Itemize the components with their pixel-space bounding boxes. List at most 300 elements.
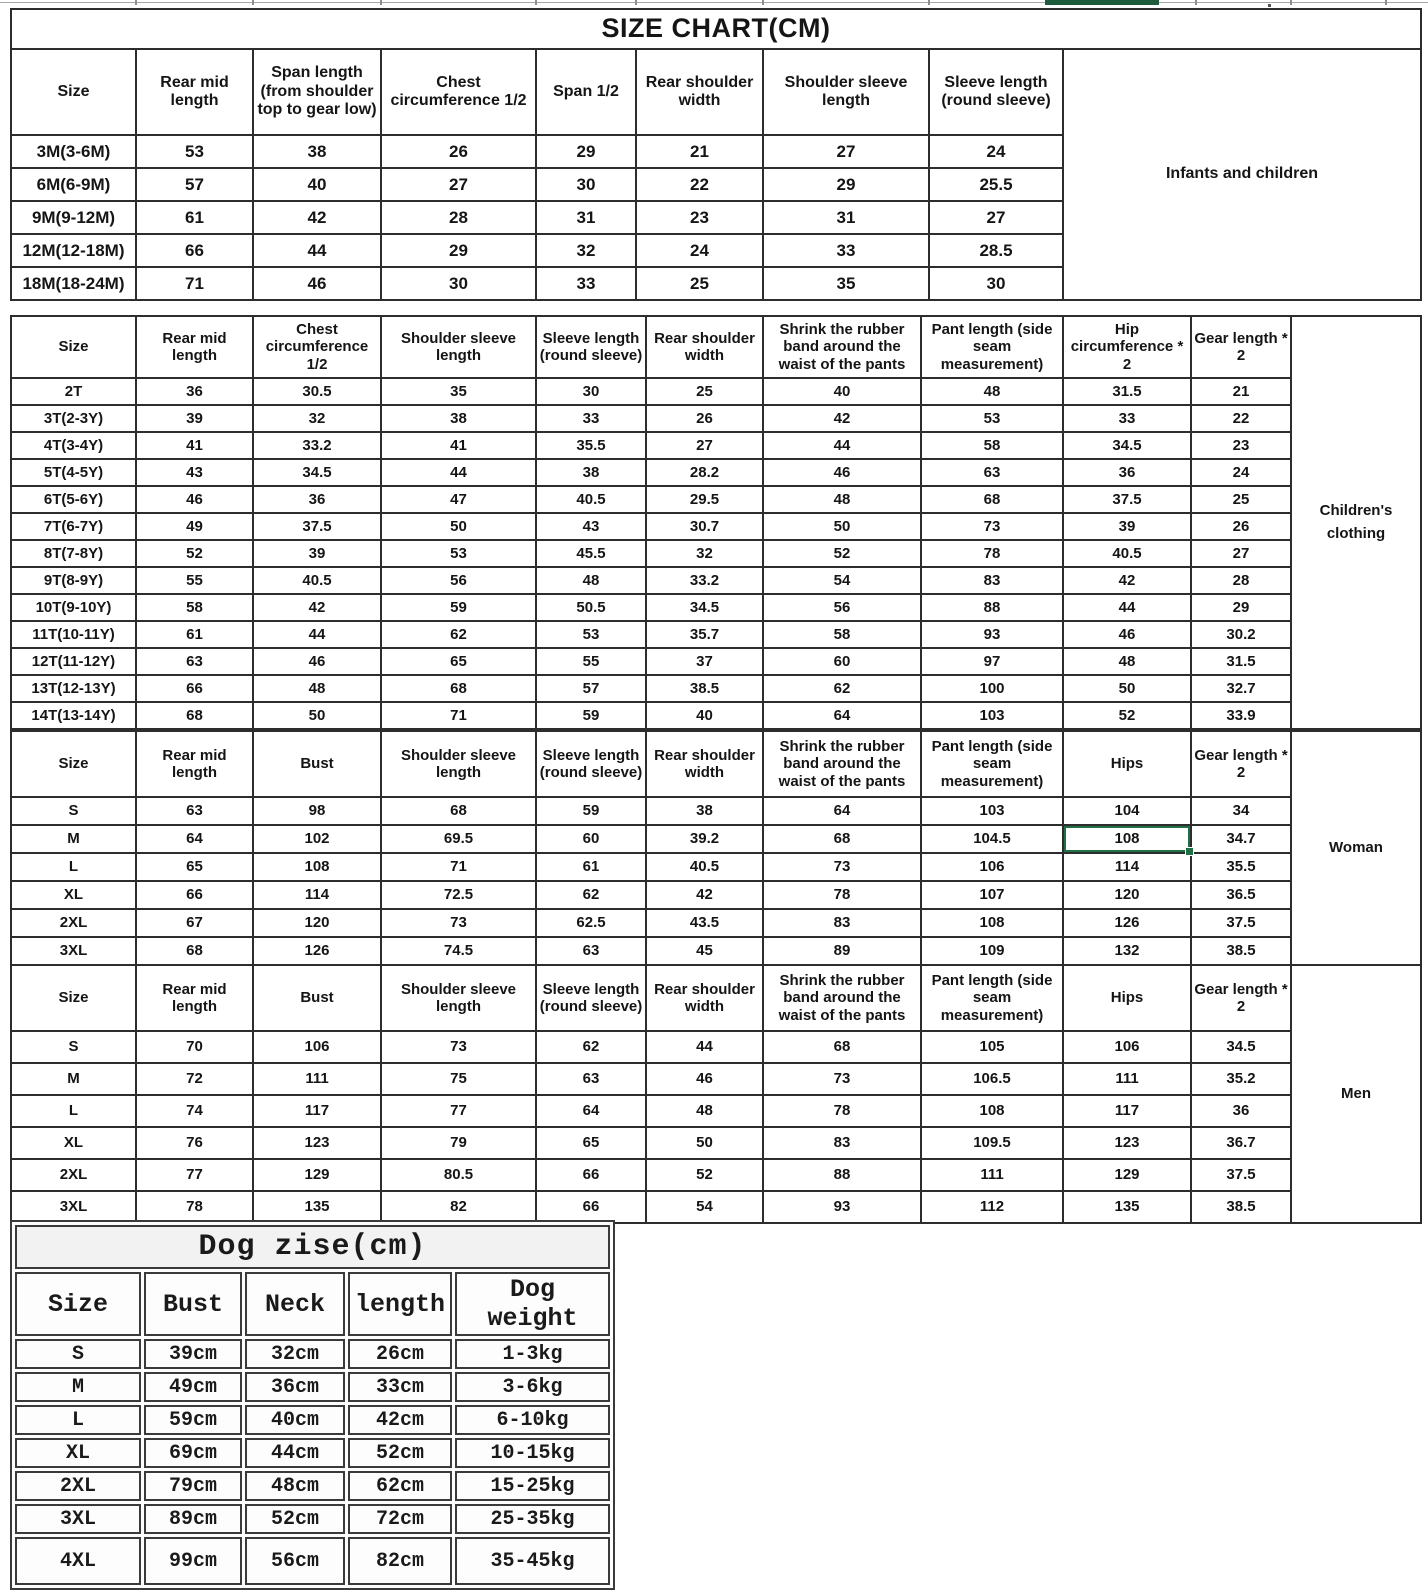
table-cell: 135 xyxy=(253,1191,381,1223)
table-cell: 36cm xyxy=(245,1372,345,1402)
table-cell: 89 xyxy=(763,937,921,965)
group-label: Men xyxy=(1291,965,1421,1223)
table-cell: 103 xyxy=(921,797,1063,825)
table-cell: 48 xyxy=(921,378,1063,405)
column-header: Chest circumference 1/2 xyxy=(381,49,536,135)
column-header: Hips xyxy=(1063,731,1191,797)
table-cell: 40.5 xyxy=(536,486,646,513)
table-cell: 26 xyxy=(1191,513,1291,540)
row-size-label: 18M(18-24M) xyxy=(11,267,136,300)
table-cell: 48 xyxy=(253,675,381,702)
table-cell: 32 xyxy=(646,540,763,567)
table-cell: 55 xyxy=(536,648,646,675)
table-cell: 39 xyxy=(253,540,381,567)
table-cell: 37.5 xyxy=(1191,909,1291,937)
table-cell: 106 xyxy=(921,853,1063,881)
table-cell: 38.5 xyxy=(1191,1191,1291,1223)
column-header: Rear shoulder width xyxy=(646,316,763,378)
table-cell: 40 xyxy=(763,378,921,405)
table-cell: 48cm xyxy=(245,1471,345,1501)
table-cell: 111 xyxy=(1063,1063,1191,1095)
column-header: Size xyxy=(11,316,136,378)
column-header: Pant length (side seam measurement) xyxy=(921,316,1063,378)
gridline xyxy=(0,2,1428,3)
table-cell: 65 xyxy=(536,1127,646,1159)
table-cell: 129 xyxy=(1063,1159,1191,1191)
column-header: Rear mid length xyxy=(136,49,253,135)
table-cell: 66 xyxy=(536,1159,646,1191)
table-cell: 64 xyxy=(536,1095,646,1127)
table-cell: 46 xyxy=(646,1063,763,1095)
row-size-label: 3T(2-3Y) xyxy=(11,405,136,432)
table-cell: 114 xyxy=(1063,853,1191,881)
row-size-label: XL xyxy=(11,1127,136,1159)
table-cell: 39 xyxy=(1063,513,1191,540)
table-cell: 76 xyxy=(136,1127,253,1159)
table-cell: 65 xyxy=(136,853,253,881)
table-cell: 68 xyxy=(136,937,253,965)
row-size-label: S xyxy=(15,1339,141,1369)
table-cell: 78 xyxy=(763,881,921,909)
column-header: Rear mid length xyxy=(136,965,253,1031)
table-cell: 66 xyxy=(536,1191,646,1223)
table-cell: 89cm xyxy=(144,1504,242,1534)
table-cell: 32 xyxy=(536,234,636,267)
table-cell: 27 xyxy=(929,201,1063,234)
table-cell: 57 xyxy=(136,168,253,201)
table-cell: 34 xyxy=(1191,797,1291,825)
table-cell: 52cm xyxy=(348,1438,452,1468)
row-size-label: 3XL xyxy=(15,1504,141,1534)
table-cell: 25 xyxy=(646,378,763,405)
table-cell: 36.7 xyxy=(1191,1127,1291,1159)
table-cell: 58 xyxy=(136,594,253,621)
table-cell: 3-6kg xyxy=(455,1372,610,1402)
table-cell: 120 xyxy=(1063,881,1191,909)
table-cell: 34.5 xyxy=(1191,1031,1291,1063)
column-header: Dog weight xyxy=(455,1272,610,1336)
size-chart-title: SIZE CHART(CM) xyxy=(11,9,1421,49)
table-cell: 55 xyxy=(136,567,253,594)
table-cell: 25.5 xyxy=(929,168,1063,201)
row-size-label: L xyxy=(11,1095,136,1127)
table-cell: 123 xyxy=(1063,1127,1191,1159)
column-header: Shoulder sleeve length xyxy=(381,316,536,378)
row-size-label: 11T(10-11Y) xyxy=(11,621,136,648)
table-cell: 38 xyxy=(646,797,763,825)
table-cell: 28.2 xyxy=(646,459,763,486)
dog-table-title: Dog zise(cm) xyxy=(15,1225,610,1269)
table-cell: 30 xyxy=(536,168,636,201)
row-size-label: 9M(9-12M) xyxy=(11,201,136,234)
table-cell: 82 xyxy=(381,1191,536,1223)
table-cell: 39.2 xyxy=(646,825,763,853)
table-cell: 88 xyxy=(763,1159,921,1191)
column-tick xyxy=(535,0,537,5)
table-cell: 59cm xyxy=(144,1405,242,1435)
column-header: Hips xyxy=(1063,965,1191,1031)
table-cell: 97 xyxy=(921,648,1063,675)
table-cell: 78 xyxy=(921,540,1063,567)
table-cell: 80.5 xyxy=(381,1159,536,1191)
row-size-label: 9T(8-9Y) xyxy=(11,567,136,594)
column-header: Rear shoulder width xyxy=(646,731,763,797)
table-cell: 75 xyxy=(381,1063,536,1095)
column-header: length xyxy=(348,1272,452,1336)
column-header: Pant length (side seam measurement) xyxy=(921,965,1063,1031)
row-size-label: M xyxy=(15,1372,141,1402)
table-cell: 66 xyxy=(136,675,253,702)
table-cell: 60 xyxy=(763,648,921,675)
table-cell: 44 xyxy=(253,234,381,267)
row-size-label: 10T(9-10Y) xyxy=(11,594,136,621)
table-cell: 26 xyxy=(646,405,763,432)
table-cell: 106 xyxy=(253,1031,381,1063)
row-size-label: M xyxy=(11,1063,136,1095)
table-cell: 38 xyxy=(253,135,381,168)
table-cell: 53 xyxy=(921,405,1063,432)
table-cell: 64 xyxy=(763,702,921,729)
table-cell: 33cm xyxy=(348,1372,452,1402)
table-cell: 50 xyxy=(763,513,921,540)
column-tick xyxy=(1195,0,1197,5)
table-cell: 35.7 xyxy=(646,621,763,648)
table-cell: 132 xyxy=(1063,937,1191,965)
table-cell: 65 xyxy=(381,648,536,675)
table-cell: 43 xyxy=(536,513,646,540)
table-cell: 57 xyxy=(536,675,646,702)
table-cell: 29.5 xyxy=(646,486,763,513)
table-cell: 29 xyxy=(381,234,536,267)
column-header: Neck xyxy=(245,1272,345,1336)
table-cell: 52 xyxy=(1063,702,1191,729)
adult-size-table xyxy=(10,730,1422,1224)
table-cell: 71 xyxy=(136,267,253,300)
table-cell: 62 xyxy=(381,621,536,648)
table-cell: 21 xyxy=(1191,378,1291,405)
row-size-label: 7T(6-7Y) xyxy=(11,513,136,540)
selected-column-indicator xyxy=(1045,0,1159,5)
table-cell: 32cm xyxy=(245,1339,345,1369)
column-tick xyxy=(928,0,930,5)
column-header: Rear shoulder width xyxy=(636,49,763,135)
table-cell: 44 xyxy=(253,621,381,648)
table-cell: 68 xyxy=(763,825,921,853)
row-size-label: XL xyxy=(11,881,136,909)
table-cell: 114 xyxy=(253,881,381,909)
table-cell: 34.5 xyxy=(1063,432,1191,459)
row-size-label: 8T(7-8Y) xyxy=(11,540,136,567)
table-cell: 6-10kg xyxy=(455,1405,610,1435)
table-cell: 112 xyxy=(921,1191,1063,1223)
table-cell: 24 xyxy=(636,234,763,267)
row-size-label: 5T(4-5Y) xyxy=(11,459,136,486)
row-size-label: 2XL xyxy=(11,1159,136,1191)
table-cell: 77 xyxy=(136,1159,253,1191)
table-cell: 30 xyxy=(381,267,536,300)
table-cell: 68 xyxy=(381,675,536,702)
table-cell: 23 xyxy=(636,201,763,234)
column-header: Gear length * 2 xyxy=(1191,965,1291,1031)
table-cell: 29 xyxy=(763,168,929,201)
table-cell: 42cm xyxy=(348,1405,452,1435)
table-cell: 39 xyxy=(136,405,253,432)
table-cell: 106 xyxy=(1063,1031,1191,1063)
infants-size-table xyxy=(10,8,1422,301)
table-cell: 46 xyxy=(253,267,381,300)
table-cell: 29 xyxy=(536,135,636,168)
column-header: Bust xyxy=(253,965,381,1031)
table-cell: 31 xyxy=(763,201,929,234)
row-size-label: 2XL xyxy=(11,909,136,937)
table-cell: 79 xyxy=(381,1127,536,1159)
table-cell: 38.5 xyxy=(1191,937,1291,965)
table-cell: 59 xyxy=(536,797,646,825)
table-cell: 56 xyxy=(381,567,536,594)
table-cell: 38 xyxy=(381,405,536,432)
table-cell: 42 xyxy=(1063,567,1191,594)
table-cell: 21 xyxy=(636,135,763,168)
table-cell: 102 xyxy=(253,825,381,853)
table-cell: 44 xyxy=(381,459,536,486)
table-cell: 36 xyxy=(1191,1095,1291,1127)
table-cell: 74 xyxy=(136,1095,253,1127)
column-header: Shrink the rubber band around the waist of the pants xyxy=(763,965,921,1031)
table-cell: 36.5 xyxy=(1191,881,1291,909)
table-cell: 100 xyxy=(921,675,1063,702)
table-cell: 109.5 xyxy=(921,1127,1063,1159)
table-cell: 63 xyxy=(921,459,1063,486)
table-cell: 34.5 xyxy=(253,459,381,486)
row-size-label: 6M(6-9M) xyxy=(11,168,136,201)
table-cell: 30 xyxy=(536,378,646,405)
table-cell: 78 xyxy=(136,1191,253,1223)
table-cell: 70 xyxy=(136,1031,253,1063)
table-cell: 62 xyxy=(763,675,921,702)
table-cell: 35 xyxy=(763,267,929,300)
table-cell: 126 xyxy=(253,937,381,965)
row-size-label: 14T(13-14Y) xyxy=(11,702,136,729)
table-cell: 45.5 xyxy=(536,540,646,567)
table-cell: 41 xyxy=(136,432,253,459)
table-cell: 63 xyxy=(136,648,253,675)
table-cell: 53 xyxy=(536,621,646,648)
table-cell: 46 xyxy=(1063,621,1191,648)
row-size-label: 3XL xyxy=(11,937,136,965)
table-cell: 44cm xyxy=(245,1438,345,1468)
column-tick xyxy=(380,0,382,5)
table-cell: 42 xyxy=(253,594,381,621)
table-cell: 79cm xyxy=(144,1471,242,1501)
column-header: Size xyxy=(11,49,136,135)
row-size-label: 4T(3-4Y) xyxy=(11,432,136,459)
table-cell: 35.5 xyxy=(1191,853,1291,881)
row-size-label: 3XL xyxy=(11,1191,136,1223)
column-header: Shoulder sleeve length xyxy=(381,965,536,1031)
table-cell: 35-45kg xyxy=(455,1537,610,1585)
column-tick xyxy=(762,0,764,5)
table-cell: 33 xyxy=(536,405,646,432)
table-cell: 41 xyxy=(381,432,536,459)
table-cell: 108 xyxy=(253,853,381,881)
table-cell: 33 xyxy=(1063,405,1191,432)
table-cell: 40.5 xyxy=(646,853,763,881)
table-cell: 31 xyxy=(536,201,636,234)
table-cell: 88 xyxy=(921,594,1063,621)
column-header: Span 1/2 xyxy=(536,49,636,135)
table-cell: 62.5 xyxy=(536,909,646,937)
table-cell: 66 xyxy=(136,881,253,909)
table-cell: 64 xyxy=(136,825,253,853)
table-cell: 98 xyxy=(253,797,381,825)
row-size-label: XL xyxy=(15,1438,141,1468)
table-cell: 37.5 xyxy=(253,513,381,540)
table-cell: 108 xyxy=(921,1095,1063,1127)
table-cell: 68 xyxy=(136,702,253,729)
table-cell: 48 xyxy=(763,486,921,513)
table-cell: 25 xyxy=(1191,486,1291,513)
table-cell: 33 xyxy=(536,267,636,300)
table-cell: 40.5 xyxy=(253,567,381,594)
table-cell: 31.5 xyxy=(1063,378,1191,405)
table-cell: 56cm xyxy=(245,1537,345,1585)
row-size-label: 13T(12-13Y) xyxy=(11,675,136,702)
table-cell: 123 xyxy=(253,1127,381,1159)
table-cell: 107 xyxy=(921,881,1063,909)
table-cell: 24 xyxy=(929,135,1063,168)
table-cell: 52 xyxy=(136,540,253,567)
table-cell: 61 xyxy=(136,621,253,648)
table-cell: 38.5 xyxy=(646,675,763,702)
table-cell: 60 xyxy=(536,825,646,853)
table-cell: 68 xyxy=(381,797,536,825)
table-cell: 26cm xyxy=(348,1339,452,1369)
table-cell: 99cm xyxy=(144,1537,242,1585)
table-cell: 40 xyxy=(253,168,381,201)
table-cell: 44 xyxy=(763,432,921,459)
column-header: Bust xyxy=(253,731,381,797)
column-header: Rear mid length xyxy=(136,316,253,378)
table-cell: 103 xyxy=(921,702,1063,729)
table-cell: 46 xyxy=(136,486,253,513)
column-tick xyxy=(252,0,254,5)
table-cell: 53 xyxy=(381,540,536,567)
table-cell: 62 xyxy=(536,881,646,909)
table-cell: 43.5 xyxy=(646,909,763,937)
column-header: Size xyxy=(11,731,136,797)
table-cell: 69cm xyxy=(144,1438,242,1468)
column-tick xyxy=(1385,0,1387,5)
table-cell: 33 xyxy=(763,234,929,267)
table-cell: 10-15kg xyxy=(455,1438,610,1468)
table-cell: 24 xyxy=(1191,459,1291,486)
table-cell: 62 xyxy=(536,1031,646,1063)
table-cell: 47 xyxy=(381,486,536,513)
table-cell: 50 xyxy=(381,513,536,540)
table-cell: 35.2 xyxy=(1191,1063,1291,1095)
row-size-label: 2XL xyxy=(15,1471,141,1501)
table-cell: 33.2 xyxy=(253,432,381,459)
row-size-label: L xyxy=(11,853,136,881)
table-cell: 106.5 xyxy=(921,1063,1063,1095)
table-cell: 67 xyxy=(136,909,253,937)
table-cell: 68 xyxy=(921,486,1063,513)
table-cell: 135 xyxy=(1063,1191,1191,1223)
table-cell: 48 xyxy=(1063,648,1191,675)
table-cell: 36 xyxy=(136,378,253,405)
table-cell: 33.9 xyxy=(1191,702,1291,729)
table-cell: 53 xyxy=(136,135,253,168)
column-header: Shrink the rubber band around the waist of the pants xyxy=(763,731,921,797)
table-cell: 63 xyxy=(136,797,253,825)
column-header: Span length (from shoulder top to gear low) xyxy=(253,49,381,135)
table-cell: 30.5 xyxy=(253,378,381,405)
column-header: Hip circumference * 2 xyxy=(1063,316,1191,378)
table-cell: 15-25kg xyxy=(455,1471,610,1501)
column-header: Shrink the rubber band around the waist of the pants xyxy=(763,316,921,378)
table-cell: 59 xyxy=(536,702,646,729)
table-cell: 42 xyxy=(646,881,763,909)
table-cell: 63 xyxy=(536,937,646,965)
table-cell: 82cm xyxy=(348,1537,452,1585)
table-cell: 34.7 xyxy=(1191,825,1291,853)
table-cell: 37.5 xyxy=(1191,1159,1291,1191)
table-cell: 37 xyxy=(646,648,763,675)
table-cell: 49cm xyxy=(144,1372,242,1402)
table-cell: 64 xyxy=(763,797,921,825)
table-cell: 58 xyxy=(763,621,921,648)
table-cell: 61 xyxy=(536,853,646,881)
table-cell: 42 xyxy=(253,201,381,234)
table-cell: 44 xyxy=(1063,594,1191,621)
table-cell: 28 xyxy=(381,201,536,234)
children-size-table xyxy=(10,315,1422,730)
table-cell: 27 xyxy=(763,135,929,168)
table-cell: 35.5 xyxy=(536,432,646,459)
table-cell: 30.7 xyxy=(646,513,763,540)
table-cell: 73 xyxy=(763,853,921,881)
table-cell: 71 xyxy=(381,853,536,881)
table-cell: 46 xyxy=(763,459,921,486)
table-cell: 28 xyxy=(1191,567,1291,594)
table-cell: 40 xyxy=(646,702,763,729)
table-cell: 36 xyxy=(253,486,381,513)
column-header: Pant length (side seam measurement) xyxy=(921,731,1063,797)
table-cell: 73 xyxy=(381,909,536,937)
table-cell: 32 xyxy=(253,405,381,432)
table-cell: 38 xyxy=(536,459,646,486)
column-header: Shoulder sleeve length xyxy=(763,49,929,135)
table-cell: 50 xyxy=(253,702,381,729)
table-cell: 50 xyxy=(1063,675,1191,702)
row-size-label: 12M(12-18M) xyxy=(11,234,136,267)
table-cell: 52cm xyxy=(245,1504,345,1534)
row-size-label: 2T xyxy=(11,378,136,405)
column-tick xyxy=(635,0,637,5)
table-cell: 30 xyxy=(929,267,1063,300)
table-cell: 66 xyxy=(136,234,253,267)
dog-size-table xyxy=(10,1220,615,1590)
table-cell: 29 xyxy=(1191,594,1291,621)
table-cell: 72cm xyxy=(348,1504,452,1534)
table-cell: 73 xyxy=(763,1063,921,1095)
group-label: Infants and children xyxy=(1063,49,1421,300)
table-cell: 72 xyxy=(136,1063,253,1095)
table-cell: 39cm xyxy=(144,1339,242,1369)
table-cell: 43 xyxy=(136,459,253,486)
table-cell: 25-35kg xyxy=(455,1504,610,1534)
table-cell: 104.5 xyxy=(921,825,1063,853)
